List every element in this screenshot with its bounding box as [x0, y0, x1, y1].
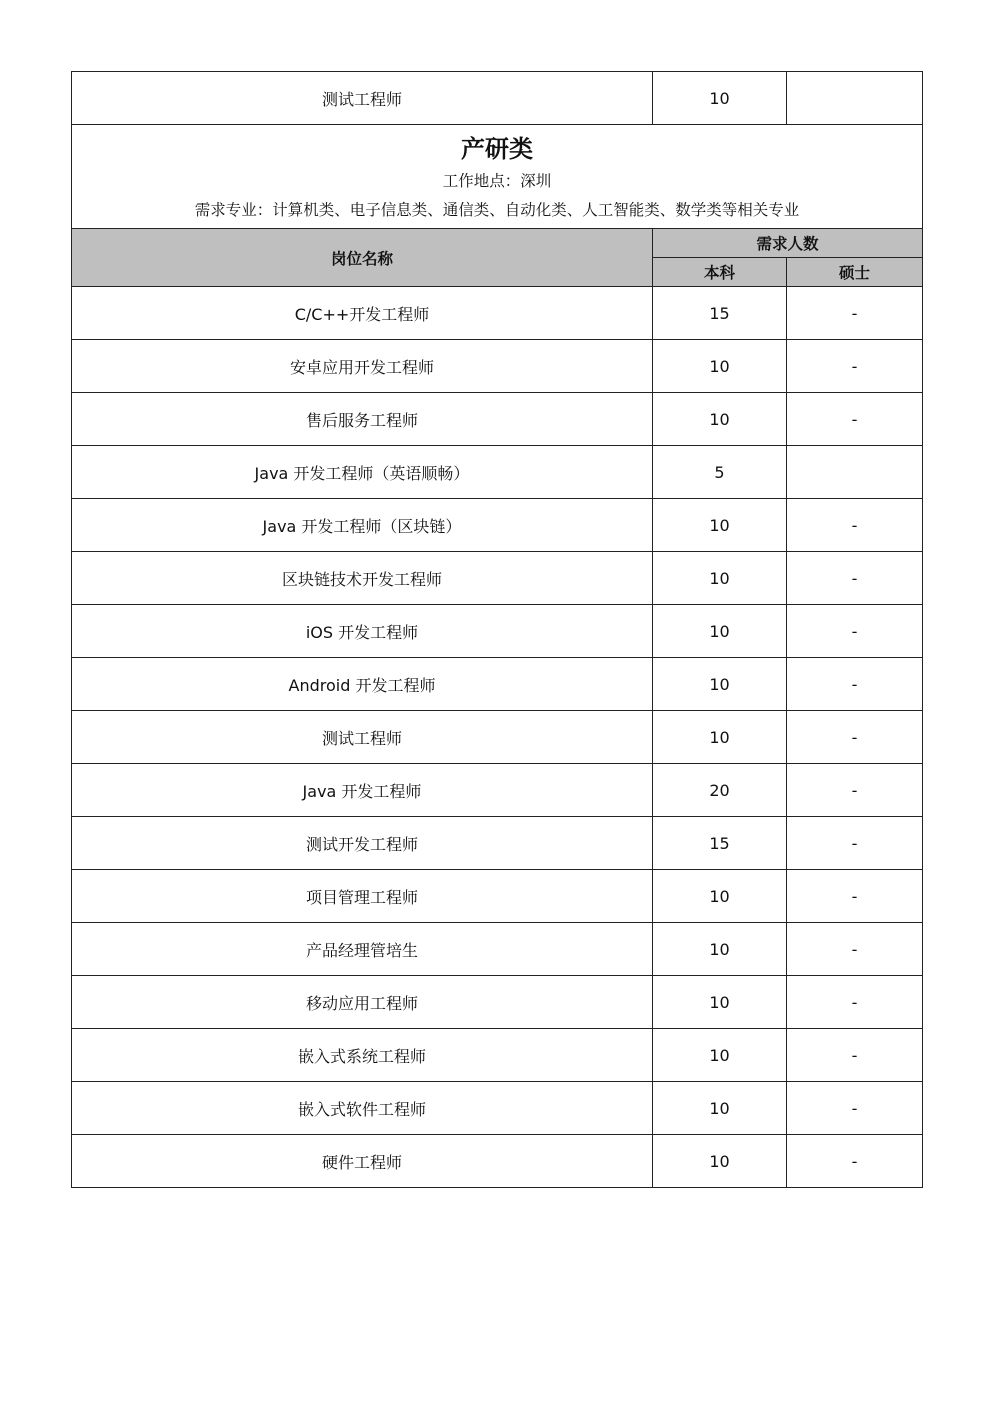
demand-count-header: 需求人数: [653, 229, 923, 258]
required-majors: 需求专业：计算机类、电子信息类、通信类、自动化类、人工智能类、数学类等相关专业: [194, 200, 800, 219]
bachelor-count-cell: 10: [653, 393, 787, 446]
table-row: [72, 817, 923, 870]
bachelor-count-cell: 10: [653, 605, 787, 658]
position-name-cell: 测试工程师: [72, 711, 653, 764]
position-name-cell: Android 开发工程师: [72, 658, 653, 711]
table-row: [72, 923, 923, 976]
table-row: [72, 711, 923, 764]
position-name-cell: Java 开发工程师（英语顺畅）: [72, 446, 653, 499]
master-count-cell: -: [787, 817, 923, 870]
position-name-cell: 产品经理管培生: [72, 923, 653, 976]
section-header-row: [72, 125, 923, 229]
bachelor-count-cell: 10: [653, 658, 787, 711]
position-name-header: 岗位名称: [72, 229, 653, 287]
position-name-cell: 嵌入式系统工程师: [72, 1029, 653, 1082]
master-count-cell: -: [787, 499, 923, 552]
position-name-cell: 移动应用工程师: [72, 976, 653, 1029]
master-count-cell: -: [787, 287, 923, 340]
position-name-cell: 安卓应用开发工程师: [72, 340, 653, 393]
position-name-cell: 区块链技术开发工程师: [72, 552, 653, 605]
master-count-cell: -: [787, 605, 923, 658]
position-name-cell: iOS 开发工程师: [72, 605, 653, 658]
table-row: [72, 287, 923, 340]
master-count-cell: -: [787, 1029, 923, 1082]
bachelor-header: 本科: [653, 258, 787, 287]
work-location: 工作地点：深圳: [442, 171, 552, 190]
table-row: [72, 1135, 923, 1188]
bachelor-count-cell: 10: [653, 870, 787, 923]
table-row: [72, 1082, 923, 1135]
table-row: [72, 499, 923, 552]
bachelor-count-cell: 10: [653, 711, 787, 764]
bachelor-count-cell: 10: [653, 340, 787, 393]
table-row: [72, 1029, 923, 1082]
master-count-cell: [787, 446, 923, 499]
bachelor-count-cell: 10: [653, 923, 787, 976]
table-row: [72, 870, 923, 923]
master-count-cell: [787, 72, 923, 125]
position-name-cell: 售后服务工程师: [72, 393, 653, 446]
master-count-cell: -: [787, 923, 923, 976]
position-name-cell: 嵌入式软件工程师: [72, 1082, 653, 1135]
bachelor-count-cell: 15: [653, 817, 787, 870]
table-row: [72, 446, 923, 499]
bachelor-count-cell: 10: [653, 1029, 787, 1082]
master-count-cell: -: [787, 764, 923, 817]
table-row: [72, 340, 923, 393]
table-row: [72, 658, 923, 711]
master-count-cell: -: [787, 1135, 923, 1188]
table-row: [72, 976, 923, 1029]
master-header: 硕士: [787, 258, 923, 287]
bachelor-count-cell: 20: [653, 764, 787, 817]
bachelor-count-cell: 10: [653, 976, 787, 1029]
table-row: [72, 72, 923, 125]
job-demand-table: [71, 71, 923, 1188]
column-header-row: [72, 229, 923, 258]
master-count-cell: -: [787, 340, 923, 393]
bachelor-count-cell: 10: [653, 1135, 787, 1188]
table-row: [72, 393, 923, 446]
table-row: [72, 552, 923, 605]
master-count-cell: -: [787, 1082, 923, 1135]
position-name-cell: C/C++开发工程师: [72, 287, 653, 340]
table-row: [72, 764, 923, 817]
master-count-cell: -: [787, 552, 923, 605]
position-name-cell: 测试开发工程师: [72, 817, 653, 870]
master-count-cell: -: [787, 870, 923, 923]
position-name-cell: 硬件工程师: [72, 1135, 653, 1188]
section-title: 产研类: [461, 134, 533, 163]
bachelor-count-cell: 10: [653, 499, 787, 552]
table-row: [72, 605, 923, 658]
master-count-cell: -: [787, 393, 923, 446]
bachelor-count-cell: 10: [653, 552, 787, 605]
bachelor-count-cell: 5: [653, 446, 787, 499]
position-name-cell: Java 开发工程师（区块链）: [72, 499, 653, 552]
bachelor-count-cell: 10: [653, 72, 787, 125]
position-name-cell: 项目管理工程师: [72, 870, 653, 923]
master-count-cell: -: [787, 658, 923, 711]
position-name-cell: Java 开发工程师: [72, 764, 653, 817]
bachelor-count-cell: 15: [653, 287, 787, 340]
master-count-cell: -: [787, 711, 923, 764]
position-name-cell: 测试工程师: [72, 72, 653, 125]
section-header-cell: [72, 125, 923, 229]
master-count-cell: -: [787, 976, 923, 1029]
bachelor-count-cell: 10: [653, 1082, 787, 1135]
